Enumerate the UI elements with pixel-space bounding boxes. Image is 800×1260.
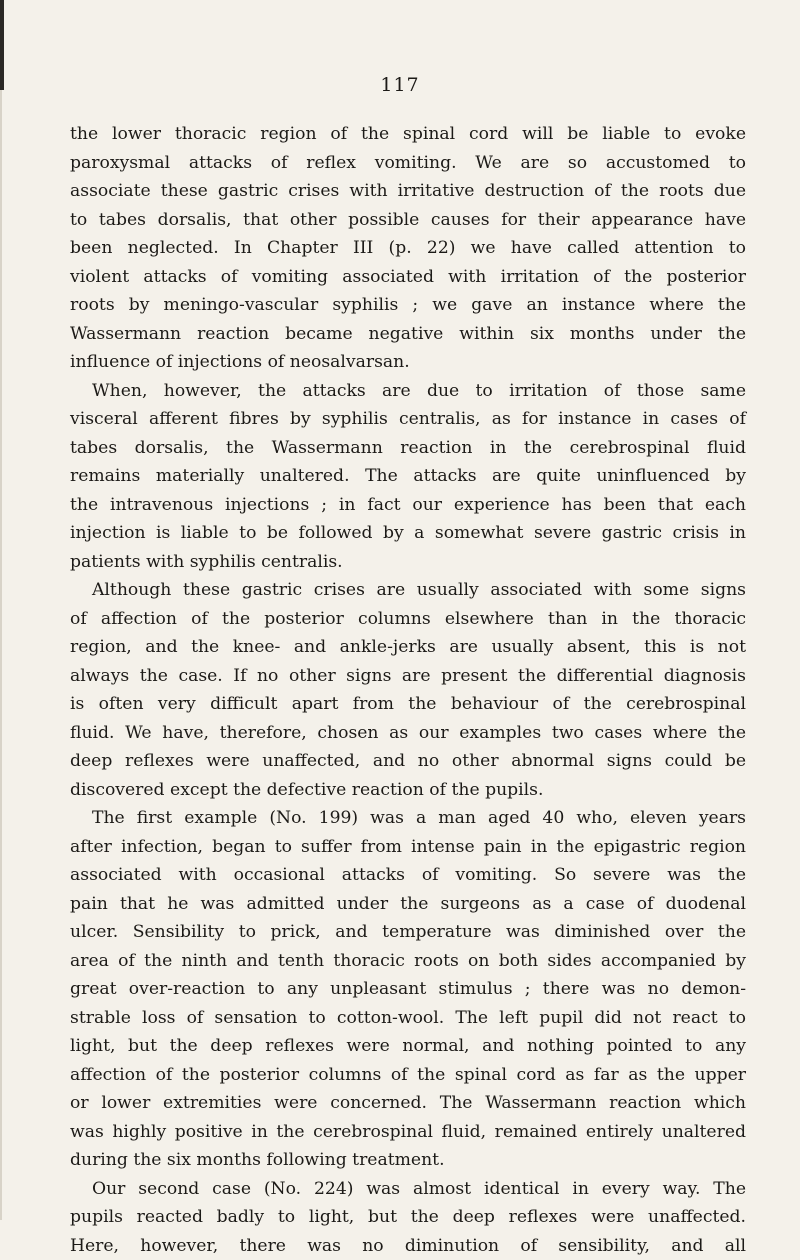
text-line: tabes dorsalis, the Wassermann reaction in the cerebrospinal fluid xyxy=(70,434,746,463)
text-line: roots by meningo-vascular syphilis ; we gave an instance where the xyxy=(70,291,746,320)
text-line: was highly positive in the cerebrospinal fluid, remained entirely unaltered xyxy=(70,1118,746,1147)
text-line: the intravenous injections ; in fact our experience has been that each xyxy=(70,491,746,520)
text-line: pain that he was admitted under the surgeons as a case of duodenal xyxy=(70,890,746,919)
text-line: great over-reaction to any unpleasant stimulus ; there was no demon- xyxy=(70,975,746,1004)
text-line: patients with syphilis centralis. xyxy=(70,548,746,577)
text-line: injection is liable to be followed by a somewhat severe gastric crisis in xyxy=(70,519,746,548)
text-line: of affection of the posterior columns elsewhere than in the thoracic xyxy=(70,605,746,634)
text-line: violent attacks of vomiting associated with irritation of the posterior xyxy=(70,263,746,292)
text-line: area of the ninth and tenth thoracic roots on both sides accompanied by xyxy=(70,947,746,976)
text-line: to tabes dorsalis, that other possible causes for their appearance have xyxy=(70,206,746,235)
body-text xyxy=(70,120,746,1260)
text-line: region, and the knee- and ankle-jerks are usually absent, this is not xyxy=(70,633,746,662)
text-line: always the case. If no other signs are present the differential diagnosis xyxy=(70,662,746,691)
text-line: associate these gastric crises with irritative destruction of the roots due xyxy=(70,177,746,206)
text-line: The first example (No. 199) was a man aged 40 who, eleven years xyxy=(70,804,746,833)
text-line: discovered except the defective reaction of the pupils. xyxy=(70,776,746,805)
text-line: ulcer. Sensibility to prick, and temperature was diminished over the xyxy=(70,918,746,947)
text-line: during the six months following treatment. xyxy=(70,1146,746,1175)
text-line: after infection, began to suffer from intense pain in the epigastric region xyxy=(70,833,746,862)
text-line: fluid. We have, therefore, chosen as our examples two cases where the xyxy=(70,719,746,748)
text-line: the lower thoracic region of the spinal cord will be liable to evoke xyxy=(70,120,746,149)
page-edge-line xyxy=(0,90,2,1220)
text-line: or lower extremities were concerned. The Wassermann reaction which xyxy=(70,1089,746,1118)
text-line: pupils reacted badly to light, but the deep reflexes were unaffected. xyxy=(70,1203,746,1232)
text-line: influence of injections of neosalvarsan. xyxy=(70,348,746,377)
text-line: is often very difficult apart from the behaviour of the cerebrospinal xyxy=(70,690,746,719)
text-line: associated with occasional attacks of vomiting. So severe was the xyxy=(70,861,746,890)
text-line: paroxysmal attacks of reflex vomiting. We are so accustomed to xyxy=(70,149,746,178)
text-line: Here, however, there was no diminution of sensibility, and all xyxy=(70,1232,746,1260)
text-line: been neglected. In Chapter III (p. 22) we have called attention to xyxy=(70,234,746,263)
text-line: When, however, the attacks are due to irritation of those same xyxy=(70,377,746,406)
page-number: 117 xyxy=(0,74,800,96)
text-line: deep reflexes were unaffected, and no other abnormal signs could be xyxy=(70,747,746,776)
text-line: Our second case (No. 224) was almost identical in every way. The xyxy=(70,1175,746,1204)
text-line: light, but the deep reflexes were normal, and nothing pointed to any xyxy=(70,1032,746,1061)
text-line: visceral afferent fibres by syphilis centralis, as for instance in cases of xyxy=(70,405,746,434)
text-line: Although these gastric crises are usually associated with some signs xyxy=(70,576,746,605)
text-line: affection of the posterior columns of the spinal cord as far as the upper xyxy=(70,1061,746,1090)
text-line: strable loss of sensation to cotton-wool. The left pupil did not react to xyxy=(70,1004,746,1033)
text-line: Wassermann reaction became negative within six months under the xyxy=(70,320,746,349)
text-line: remains materially unaltered. The attacks are quite uninfluenced by xyxy=(70,462,746,491)
